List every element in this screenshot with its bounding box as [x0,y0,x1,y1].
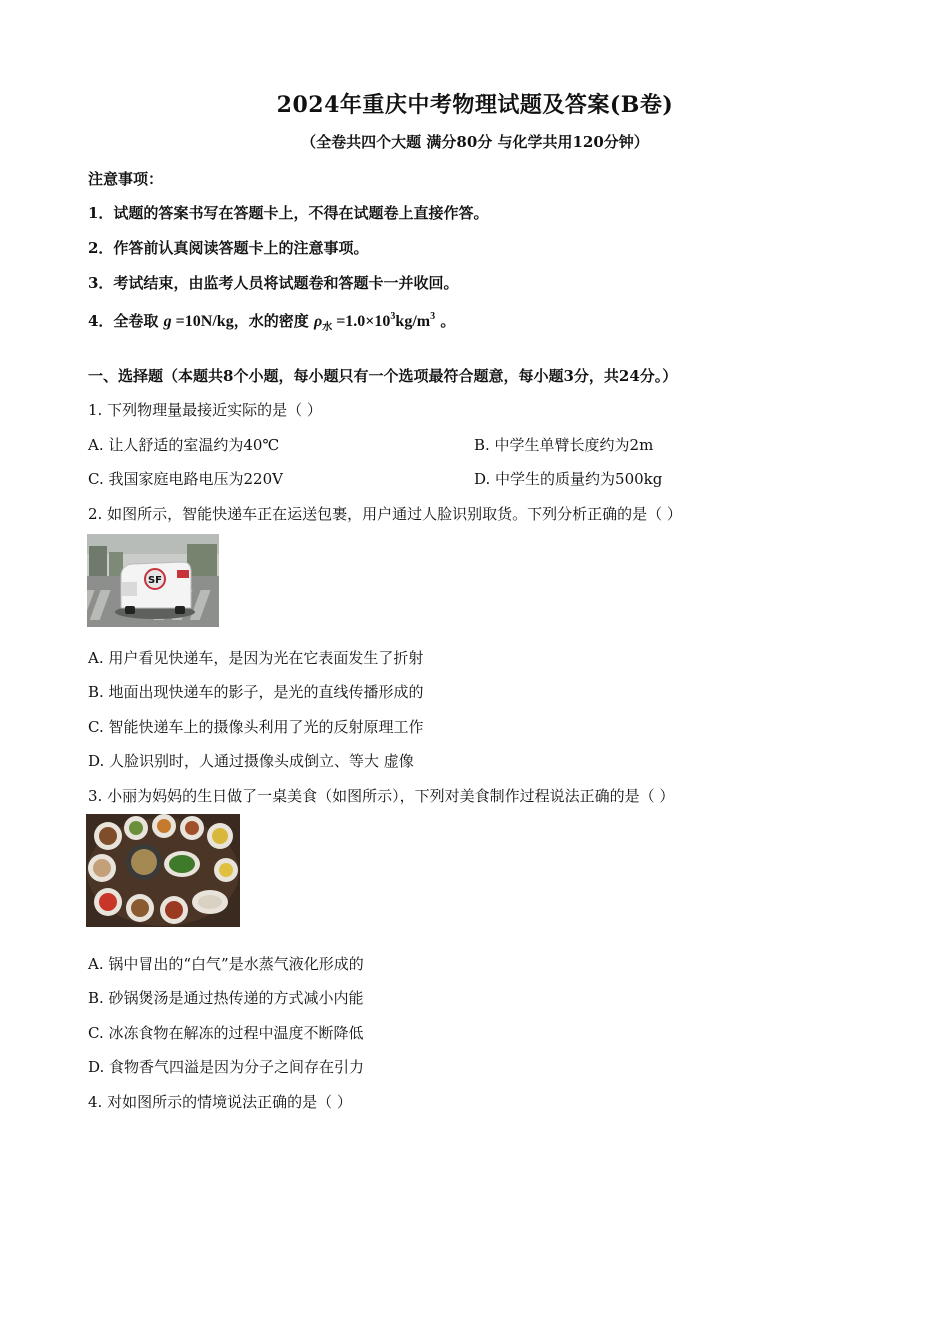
notes-heading: 注意事项： [88,170,164,188]
q3-option-c: C. 冰冻食物在解冻的过程中温度不断降低 [88,1024,364,1042]
q2-option-a: A. 用户看见快递车，是因为光在它表面发生了折射 [88,649,424,667]
note-item-4-mid: ，水的密度 [233,312,309,330]
section-1-heading: 一、选择题（本题共8个小题，每小题只有一个选项最符合题意，每小题3分，共24分。） [88,367,678,385]
q3-option-b: B. 砂锅煲汤是通过热传递的方式减小内能 [88,989,364,1007]
gravity-formula: g =10N/kg [163,313,234,330]
q2-option-c: C. 智能快递车上的摄像头利用了光的反射原理工作 [88,718,424,736]
q2-option-d: D. 人脸识别时，人通过摄像头成倒立、等大 虚像 [88,752,414,770]
note-item-4 [88,310,455,333]
water-density-formula: $\rho_水 =1.0\times 10^3kg/m^3$ [313,311,436,333]
q1-option-a: A. 让人舒适的室温约为40℃ [88,436,280,454]
question-3-stem: 3. 小丽为妈妈的生日做了一桌美食（如图所示），下列对美食制作过程说法正确的是（ ） [88,787,675,805]
note-item-4-prefix: 4．全卷取 [88,312,159,330]
sf-logo: SF [147,575,163,586]
q1-option-c: C. 我国家庭电路电压为220V [88,470,283,488]
q3-option-d: D. 食物香气四溢是因为分子之间存在引力 [88,1058,365,1076]
question-4-stem: 4. 对如图所示的情境说法正确的是（ ） [88,1093,352,1111]
question-1-stem: 1. 下列物理量最接近实际的是（ ） [88,401,322,419]
birthday-dinner-photo [86,814,240,927]
note-item-3: 3．考试结束，由监考人员将试题卷和答题卡一并收回。 [88,274,459,292]
delivery-vehicle-photo [87,534,219,627]
q1-option-b: B. 中学生单臂长度约为2m [474,436,654,454]
q3-option-a: A. 锅中冒出的“白气”是水蒸气液化形成的 [88,955,364,973]
page-title: 2024年重庆中考物理试题及答案(B卷) [276,92,674,118]
q2-option-b: B. 地面出现快递车的影子，是光的直线传播形成的 [88,683,424,701]
q1-option-d: D. 中学生的质量约为500kg [474,470,663,488]
exam-subtitle: （全卷共四个大题 满分80分 与化学共用120分钟） [301,133,649,151]
question-2-stem: 2. 如图所示，智能快递车正在运送包裹，用户通过人脸识别取货。下列分析正确的是（ ） [88,505,682,523]
note-item-4-end: 。 [440,312,456,330]
note-item-2: 2．作答前认真阅读答题卡上的注意事项。 [88,239,369,257]
note-item-1: 1．试题的答案书写在答题卡上，不得在试题卷上直接作答。 [88,204,489,222]
